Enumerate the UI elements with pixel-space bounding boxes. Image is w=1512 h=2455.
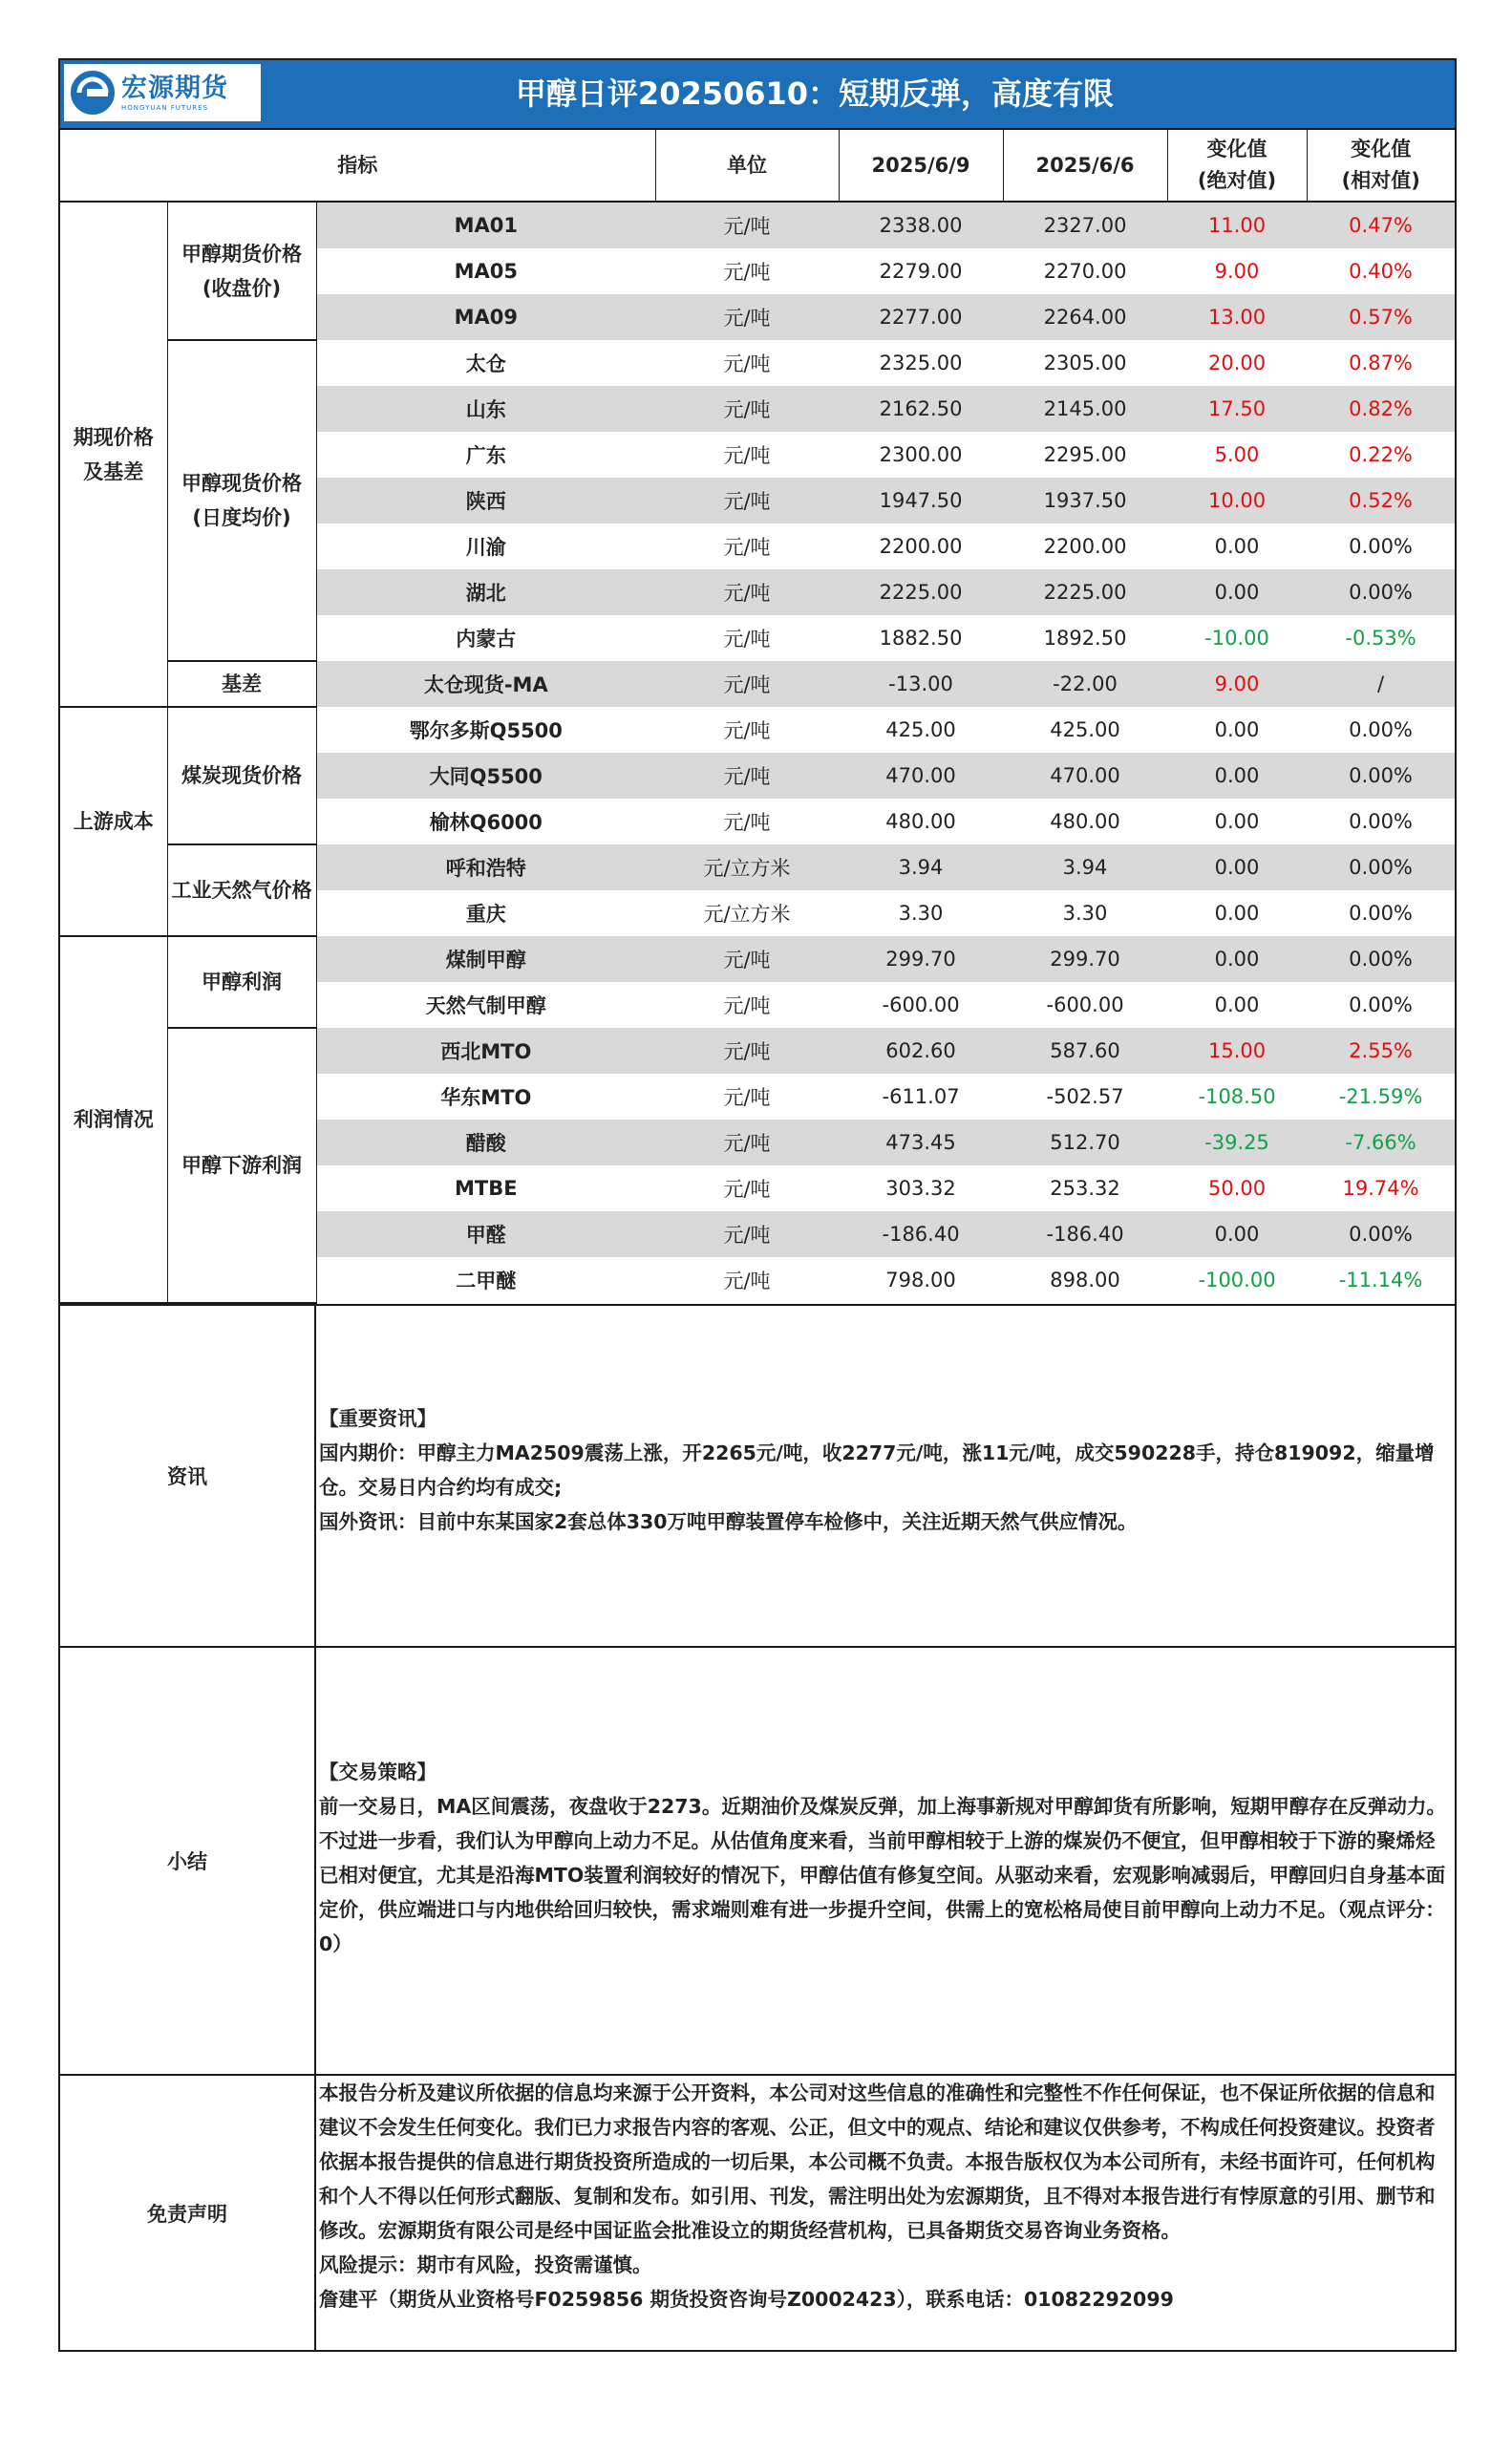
value-date1: -13.00	[839, 661, 1003, 707]
brand-name-en: HONGYUAN FUTURES	[121, 104, 209, 112]
value-date1: 2200.00	[879, 535, 963, 558]
value-date1: 425.00	[885, 718, 956, 741]
unit-cell: 元/吨	[655, 202, 839, 248]
value-date1: 798.00	[885, 1269, 956, 1292]
value-date2: 2270.00	[1043, 260, 1127, 283]
group-label: 上游成本	[60, 707, 167, 936]
change-rel: 0.00%	[1349, 535, 1413, 558]
change-abs: 15.00	[1167, 1028, 1307, 1074]
change-abs: -108.50	[1198, 1085, 1276, 1108]
value-date1: 2162.50	[839, 386, 1003, 432]
change-abs: 0.00	[1167, 844, 1307, 890]
change-rel: -0.53%	[1345, 627, 1416, 650]
value-date1: 2325.00	[879, 352, 963, 374]
value-date2: 253.32	[1050, 1177, 1120, 1200]
value-date2: 3.94	[1003, 844, 1167, 890]
table-row	[60, 707, 1455, 753]
value-date1: 602.60	[839, 1028, 1003, 1074]
change-abs: 9.00	[1167, 661, 1307, 707]
unit-cell: 元/吨	[723, 1270, 771, 1292]
summary-text: 前一交易日，MA区间震荡，夜盘收于2273。近期油价及煤炭反弹，加上海事新规对甲醇卸货有所影响，短期甲醇存在反弹动力。不过进一步看，我们认为甲醇向上动力不足。从估值角度来看，当前甲醇相较于上游的煤炭仍不便宜，但甲醇相较于下游的聚烯烃已相对便宜，尤其是沿海MTO装置利润较好的情况下，甲醇估值有修复空间。从驱动来看，宏观影响减弱后，甲醇回归自身基本面定价，供应端进口与内地供给回归较快，需求端则难有进一步提升空间，供需上的宽松格局使目前甲醇向上动力不足。（观点评分：0）	[319, 1795, 1446, 1955]
value-date2: -502.57	[1046, 1085, 1124, 1108]
change-abs: 0.00	[1214, 902, 1260, 925]
value-date1: -186.40	[839, 1211, 1003, 1257]
value-date2: -22.00	[1003, 661, 1167, 707]
indicator-name: 华东MTO	[440, 1086, 532, 1109]
value-date1: 473.45	[839, 1120, 1003, 1165]
subgroup-label: 工业天然气价格	[167, 844, 316, 936]
value-date2: -186.40	[1003, 1211, 1167, 1257]
change-rel: 0.47%	[1307, 202, 1455, 248]
value-date2: 2225.00	[1003, 569, 1167, 615]
value-date1: 1947.50	[839, 478, 1003, 523]
header-date1: 2025/6/9	[839, 129, 1003, 202]
change-abs: -100.00	[1198, 1269, 1276, 1292]
value-date2: 1892.50	[1043, 627, 1127, 650]
change-rel: -7.66%	[1307, 1120, 1455, 1165]
author-info: 詹建平（期货从业资格号F0259856 期货投资咨询号Z0002423），联系电话：01082292099	[319, 2288, 1174, 2311]
table-row	[60, 936, 1455, 982]
disclaimer-section	[60, 2074, 1455, 2350]
header-unit: 单位	[655, 129, 839, 202]
change-abs: -39.25	[1167, 1120, 1307, 1165]
indicator-name: 榆林Q6000	[429, 811, 543, 834]
unit-cell: 元/吨	[655, 294, 839, 340]
table-header-row	[60, 129, 1455, 202]
value-date2: 480.00	[1050, 810, 1120, 833]
change-abs: 0.00	[1167, 936, 1307, 982]
group-label: 利润情况	[60, 936, 167, 1303]
unit-cell: 元/吨	[655, 753, 839, 799]
unit-cell: 元/吨	[655, 1211, 839, 1257]
subgroup-label: 煤炭现货价格	[167, 707, 316, 844]
summary-section	[60, 1646, 1455, 2074]
news-section	[60, 1304, 1455, 1646]
change-abs: 9.00	[1214, 260, 1260, 283]
header-indicator: 指标	[60, 129, 655, 202]
indicator-name: 西北MTO	[316, 1028, 655, 1074]
indicator-name: 内蒙古	[456, 628, 517, 651]
change-rel: 0.00%	[1307, 936, 1455, 982]
table-row	[60, 661, 1455, 707]
disclaimer-label: 免责声明	[60, 2076, 316, 2350]
change-rel: 2.55%	[1307, 1028, 1455, 1074]
news-heading: 【重要资讯】	[319, 1407, 437, 1430]
value-date2: 470.00	[1003, 753, 1167, 799]
change-rel: 0.22%	[1349, 443, 1413, 466]
report-sheet	[58, 58, 1457, 2352]
change-rel: 0.00%	[1349, 718, 1413, 741]
value-date1: 480.00	[885, 810, 956, 833]
brand-name-cn: 宏源期货	[121, 74, 228, 103]
unit-cell: 元/吨	[655, 478, 839, 523]
unit-cell: 元/吨	[723, 628, 771, 651]
change-rel: -11.14%	[1338, 1269, 1423, 1292]
value-date2: 2264.00	[1003, 294, 1167, 340]
change-rel: 0.52%	[1307, 478, 1455, 523]
unit-cell: 元/立方米	[703, 903, 791, 926]
change-abs: 0.00	[1167, 569, 1307, 615]
subgroup-label: 甲醇利润	[167, 936, 316, 1028]
value-date2: 1937.50	[1003, 478, 1167, 523]
indicator-name: 川渝	[465, 536, 506, 559]
value-date1: -600.00	[882, 993, 960, 1016]
change-rel: 0.00%	[1349, 993, 1413, 1016]
change-abs: 0.00	[1167, 753, 1307, 799]
change-abs: 0.00	[1167, 1211, 1307, 1257]
unit-cell: 元/吨	[655, 1028, 839, 1074]
news-foreign: 国外资讯：目前中东某国家2套总体330万吨甲醇装置停车检修中，关注近期天然气供应情况。	[319, 1510, 1138, 1533]
value-date1: 3.94	[839, 844, 1003, 890]
value-date1: -611.07	[882, 1085, 960, 1108]
indicator-name: 太仓	[465, 352, 506, 375]
value-date1: 2300.00	[879, 443, 963, 466]
table-row	[60, 202, 1455, 248]
header-date2: 2025/6/6	[1003, 129, 1167, 202]
value-date2: 2327.00	[1003, 202, 1167, 248]
change-abs: 10.00	[1167, 478, 1307, 523]
indicator-name: 山东	[316, 386, 655, 432]
indicator-name: 醋酸	[316, 1120, 655, 1165]
unit-cell: 元/吨	[723, 261, 771, 284]
value-date1: 2277.00	[839, 294, 1003, 340]
value-date2: 898.00	[1050, 1269, 1120, 1292]
value-date1: 1882.50	[879, 627, 963, 650]
change-rel: -21.59%	[1338, 1085, 1423, 1108]
indicator-table	[60, 128, 1455, 1304]
indicator-name: 重庆	[465, 903, 506, 926]
indicator-name: 广东	[465, 444, 506, 467]
indicator-name: MA01	[316, 202, 655, 248]
change-abs: 20.00	[1207, 352, 1267, 374]
change-abs: -10.00	[1204, 627, 1269, 650]
unit-cell: 元/吨	[655, 569, 839, 615]
change-abs: 13.00	[1167, 294, 1307, 340]
table-row	[60, 1028, 1455, 1074]
indicator-name: 煤制甲醇	[316, 936, 655, 982]
change-abs: 5.00	[1214, 443, 1260, 466]
unit-cell: 元/吨	[723, 811, 771, 834]
unit-cell: 元/立方米	[655, 844, 839, 890]
unit-cell: 元/吨	[655, 386, 839, 432]
unit-cell: 元/吨	[723, 994, 771, 1017]
change-rel: 0.00%	[1307, 1211, 1455, 1257]
value-date2: 2145.00	[1003, 386, 1167, 432]
table-row	[60, 340, 1455, 386]
indicator-name: 甲醛	[316, 1211, 655, 1257]
indicator-name: 湖北	[316, 569, 655, 615]
news-label: 资讯	[60, 1306, 316, 1646]
indicator-name: 二甲醚	[456, 1270, 517, 1292]
unit-cell: 元/吨	[723, 1178, 771, 1201]
change-abs: 50.00	[1207, 1177, 1267, 1200]
change-abs: 0.00	[1214, 810, 1260, 833]
change-abs: 0.00	[1214, 718, 1260, 741]
change-rel: /	[1307, 661, 1455, 707]
news-domestic: 国内期价：甲醇主力MA2509震荡上涨，开2265元/吨，收2277元/吨，涨11元/吨，成交590228手，持仓819092，缩量增仓。交易日内合约均有成交;	[319, 1441, 1435, 1499]
value-date2: 3.30	[1062, 902, 1108, 925]
report-header	[60, 60, 1455, 128]
subgroup-label: 甲醇期货价格(收盘价)	[167, 202, 316, 340]
table-row	[60, 844, 1455, 890]
subgroup-label: 基差	[167, 661, 316, 707]
summary-label: 小结	[60, 1648, 316, 2074]
change-rel: 0.00%	[1307, 753, 1455, 799]
value-date2: 2200.00	[1043, 535, 1127, 558]
header-change-rel: 变化值 (相对值)	[1307, 129, 1455, 202]
change-rel: 0.00%	[1349, 810, 1413, 833]
value-date1: 470.00	[839, 753, 1003, 799]
value-date2: 587.60	[1003, 1028, 1167, 1074]
change-rel: 0.82%	[1307, 386, 1455, 432]
change-rel: 19.74%	[1342, 1177, 1419, 1200]
unit-cell: 元/吨	[655, 661, 839, 707]
value-date2: 2305.00	[1043, 352, 1127, 374]
value-date2: -600.00	[1046, 993, 1124, 1016]
report-title: 甲醇日评20250610：短期反弹，高度有限	[515, 75, 1115, 112]
change-rel: 0.00%	[1307, 569, 1455, 615]
indicator-name: MA05	[454, 260, 518, 283]
value-date1: 303.32	[885, 1177, 956, 1200]
unit-cell: 元/吨	[723, 719, 771, 742]
group-label: 期现价格及基差	[60, 202, 167, 707]
change-abs: 0.00	[1214, 993, 1260, 1016]
change-abs: 11.00	[1167, 202, 1307, 248]
indicator-name: MTBE	[454, 1177, 518, 1200]
indicator-name: 天然气制甲醇	[425, 994, 546, 1017]
value-date1: 2225.00	[839, 569, 1003, 615]
header-change-abs: 变化值 (绝对值)	[1167, 129, 1307, 202]
indicator-name: 呼和浩特	[316, 844, 655, 890]
value-date2: 299.70	[1003, 936, 1167, 982]
value-date2: 425.00	[1050, 718, 1120, 741]
subgroup-label: 甲醇现货价格(日度均价)	[167, 340, 316, 661]
change-abs: 0.00	[1214, 535, 1260, 558]
unit-cell: 元/吨	[723, 444, 771, 467]
value-date1: 2338.00	[839, 202, 1003, 248]
unit-cell: 元/吨	[655, 936, 839, 982]
change-rel: 0.87%	[1349, 352, 1413, 374]
value-date1: 2279.00	[879, 260, 963, 283]
unit-cell: 元/吨	[723, 536, 771, 559]
change-rel: 0.00%	[1349, 902, 1413, 925]
subgroup-label: 甲醇下游利润	[167, 1028, 316, 1303]
disclaimer-text: 本报告分析及建议所依据的信息均来源于公开资料，本公司对这些信息的准确性和完整性不作任何保证，也不保证所依据的信息和建议不会发生任何变化。我们已力求报告内容的客观、公正，但文中的观点、结论和建议仅供参考，不构成任何投资建议。投资者依据本报告提供的信息进行期货投资所造成的一切后果，本公司概不负责。本报告版权仅为本公司所有，未经书面许可，任何机构和个人不得以任何形式翻版、复制和发布。如引用、刊发，需注明出处为宏源期货，且不得对本报告进行有悖原意的引用、删节和修改。宏源期货有限公司是经中国证监会批准设立的期货经营机构，已具备期货交易咨询业务资格。	[319, 2081, 1436, 2242]
indicator-name: 陕西	[316, 478, 655, 523]
change-abs: 17.50	[1167, 386, 1307, 432]
value-date1: 3.30	[898, 902, 944, 925]
indicator-name: MA09	[316, 294, 655, 340]
value-date2: 512.70	[1003, 1120, 1167, 1165]
summary-heading: 【交易策略】	[319, 1761, 437, 1783]
indicator-name: 鄂尔多斯Q5500	[409, 719, 563, 742]
change-rel: 0.57%	[1307, 294, 1455, 340]
value-date1: 299.70	[839, 936, 1003, 982]
change-rel: 0.00%	[1307, 844, 1455, 890]
unit-cell: 元/吨	[655, 1120, 839, 1165]
unit-cell: 元/吨	[723, 352, 771, 375]
unit-cell: 元/吨	[723, 1086, 771, 1109]
change-rel: 0.40%	[1349, 260, 1413, 283]
value-date2: 2295.00	[1043, 443, 1127, 466]
indicator-name: 太仓现货-MA	[316, 661, 655, 707]
risk-warning: 风险提示：期市有风险，投资需谨慎。	[319, 2253, 652, 2276]
indicator-name: 大同Q5500	[316, 753, 655, 799]
